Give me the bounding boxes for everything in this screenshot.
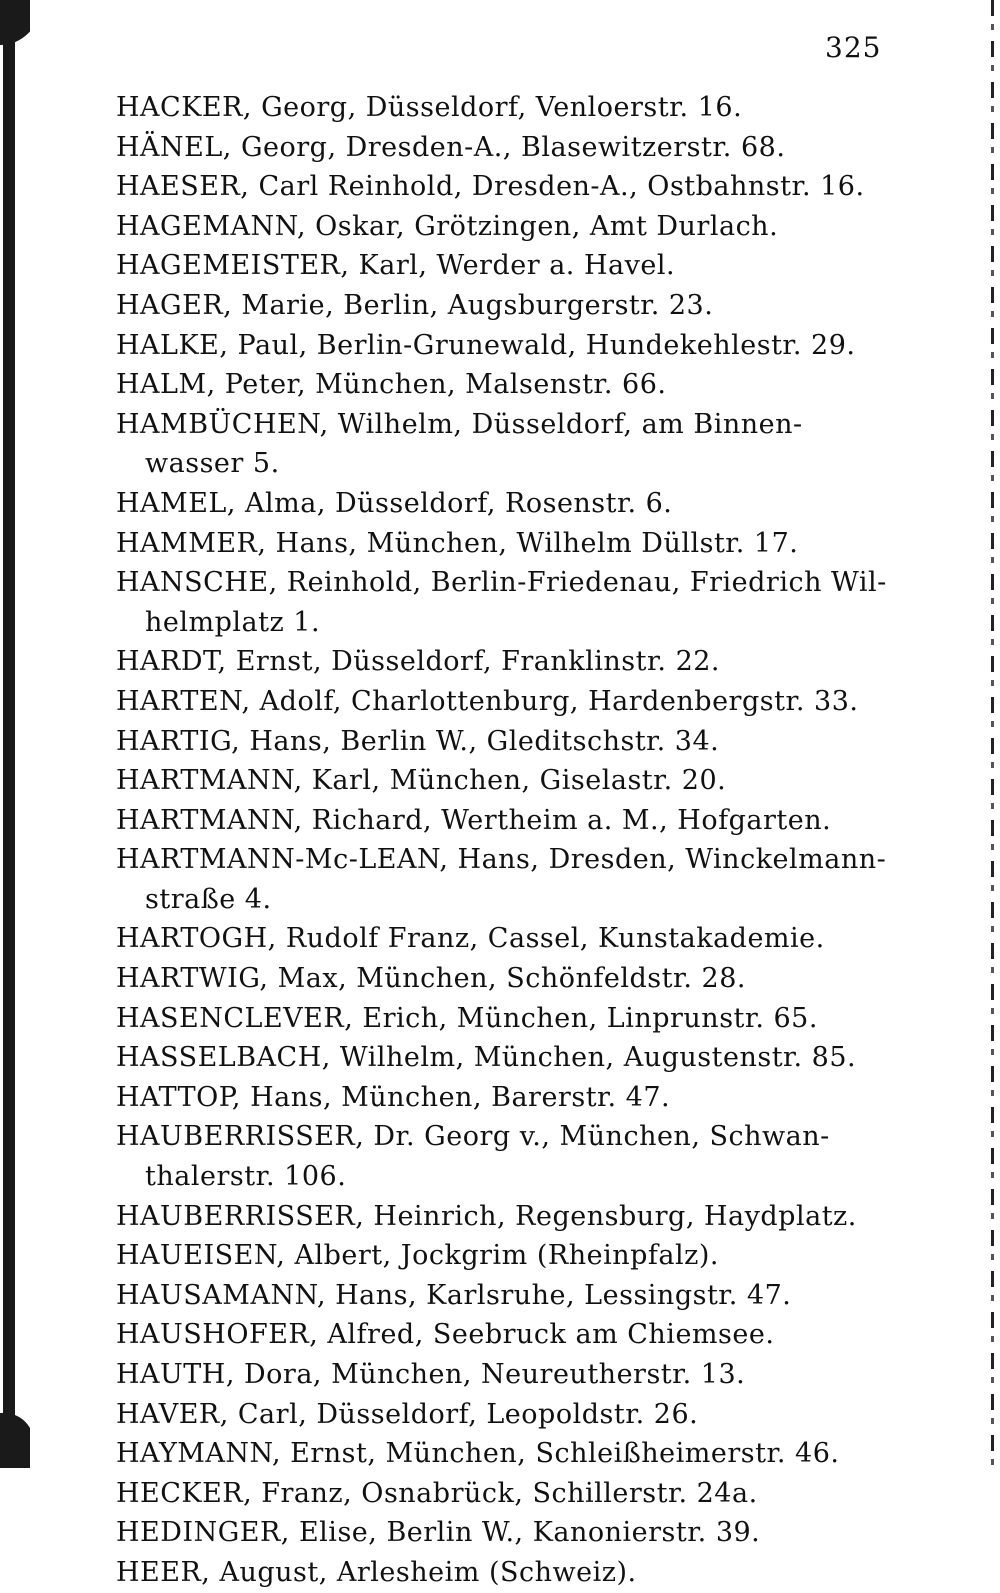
directory-entry (116, 365, 896, 405)
directory-entry (116, 801, 896, 841)
page-edge-line (991, 0, 994, 1468)
entry-text: HAMBÜCHEN, Wilhelm, Düsseldorf, am Binnen- (116, 408, 803, 440)
entry-text: HAUEISEN, Albert, Jockgrim (Rheinpfalz). (116, 1240, 719, 1272)
entry-continuation: helmplatz 1. (145, 606, 321, 638)
entry-text: HANSCHE, Reinhold, Berlin-Friedenau, Friedrich Wil- (116, 567, 887, 599)
directory-entry (116, 959, 896, 999)
entry-text: HAGEMEISTER, Karl, Werder a. Havel. (116, 250, 676, 282)
entry-text: HARTWIG, Max, München, Schönfeldstr. 28. (116, 963, 746, 995)
entry-text: HAMMER, Hans, München, Wilhelm Düllstr. 17. (116, 527, 799, 559)
directory-entry (116, 1513, 896, 1553)
directory-entry (116, 1474, 896, 1514)
entry-text: HAMEL, Alma, Düsseldorf, Rosenstr. 6. (116, 487, 673, 519)
entry-text: HASENCLEVER, Erich, München, Linprunstr. 65. (116, 1002, 818, 1034)
directory-entry (116, 484, 896, 524)
directory-entry (116, 761, 896, 801)
entry-continuation: straße 4. (145, 883, 272, 915)
entry-text: HASSELBACH, Wilhelm, München, Augustenstr. 85. (116, 1042, 857, 1074)
entry-text: HAESER, Carl Reinhold, Dresden-A., Ostbahnstr. 16. (116, 171, 865, 203)
directory-entry (116, 1276, 896, 1316)
binding-curl-bottom (0, 1413, 30, 1468)
directory-entry (116, 1236, 896, 1276)
directory-entry (116, 286, 896, 326)
directory-entry (116, 1078, 896, 1118)
directory-entry (116, 246, 896, 286)
entry-text: HAVER, Carl, Düsseldorf, Leopoldstr. 26. (116, 1398, 699, 1430)
directory-entry (116, 326, 896, 366)
entry-text: HACKER, Georg, Düsseldorf, Venloerstr. 16. (116, 92, 743, 123)
entry-text: HALKE, Paul, Berlin-Grunewald, Hundekehlestr. 29. (116, 329, 856, 361)
directory-list (116, 88, 896, 1593)
entry-text: HÄNEL, Georg, Dresden-A., Blasewitzerstr. 68. (116, 131, 786, 163)
directory-entry (116, 128, 896, 168)
directory-entry (116, 1355, 896, 1395)
entry-text: HAUBERRISSER, Dr. Georg v., München, Schwan- (116, 1121, 830, 1153)
page-number: 325 (825, 31, 882, 64)
directory-entry (116, 167, 896, 207)
entry-text: HEER, August, Arlesheim (Schweiz). (116, 1556, 637, 1588)
entry-text: HARTMANN-Mc-LEAN, Hans, Dresden, Winckelmann- (116, 844, 887, 876)
entry-text: HARTIG, Hans, Berlin W., Gleditschstr. 34. (116, 725, 720, 757)
directory-entry (116, 207, 896, 247)
directory-entry (116, 840, 896, 919)
directory-entry (116, 642, 896, 682)
directory-entry (116, 682, 896, 722)
entry-text: HARTEN, Adolf, Charlottenburg, Hardenbergstr. 33. (116, 685, 859, 717)
entry-text: HEDINGER, Elise, Berlin W., Kanonierstr. 39. (116, 1517, 761, 1549)
entry-text: HAUTH, Dora, München, Neureutherstr. 13. (116, 1359, 746, 1390)
directory-entry (116, 405, 896, 484)
entry-text: HECKER, Franz, Osnabrück, Schillerstr. 24a. (116, 1477, 758, 1509)
entry-text: HARTMANN, Karl, München, Giselastr. 20. (116, 765, 727, 797)
entry-text: HAGEMANN, Oskar, Grötzingen, Amt Durlach. (116, 210, 779, 242)
directory-entry (116, 722, 896, 762)
entry-text: HAYMANN, Ernst, München, Schleißheimerstr. 46. (116, 1438, 840, 1470)
directory-entry (116, 1553, 896, 1593)
directory-entry (116, 1038, 896, 1078)
directory-entry (116, 999, 896, 1039)
entry-text: HALM, Peter, München, Malsenstr. 66. (116, 369, 667, 401)
entry-text: HARTOGH, Rudolf Franz, Cassel, Kunstakademie. (116, 923, 825, 955)
directory-entry (116, 524, 896, 564)
binding-band (3, 0, 15, 1468)
directory-entry (116, 1117, 896, 1196)
directory-entry (116, 1395, 896, 1435)
entry-text: HAUSAMANN, Hans, Karlsruhe, Lessingstr. 47. (116, 1279, 792, 1311)
directory-entry (116, 919, 896, 959)
entry-continuation: thalerstr. 106. (145, 1161, 347, 1193)
page-right-edge (978, 0, 1000, 1468)
entry-text: HAUBERRISSER, Heinrich, Regensburg, Haydplatz. (116, 1200, 857, 1232)
entry-text: HATTOP, Hans, München, Barerstr. 47. (116, 1081, 671, 1113)
page-left-shadow (0, 0, 30, 1468)
entry-continuation: wasser 5. (145, 448, 280, 480)
entry-text: HARTMANN, Richard, Wertheim a. M., Hofgarten. (116, 804, 832, 836)
entry-text: HAUSHOFER, Alfred, Seebruck am Chiemsee. (116, 1319, 775, 1351)
binding-curl-top (0, 0, 30, 45)
directory-entry (116, 1197, 896, 1237)
entry-text: HARDT, Ernst, Düsseldorf, Franklinstr. 22. (116, 646, 721, 678)
entry-text: HAGER, Marie, Berlin, Augsburgerstr. 23. (116, 289, 714, 321)
directory-entry (116, 1315, 896, 1355)
directory-entry (116, 88, 896, 128)
directory-entry (116, 563, 896, 642)
